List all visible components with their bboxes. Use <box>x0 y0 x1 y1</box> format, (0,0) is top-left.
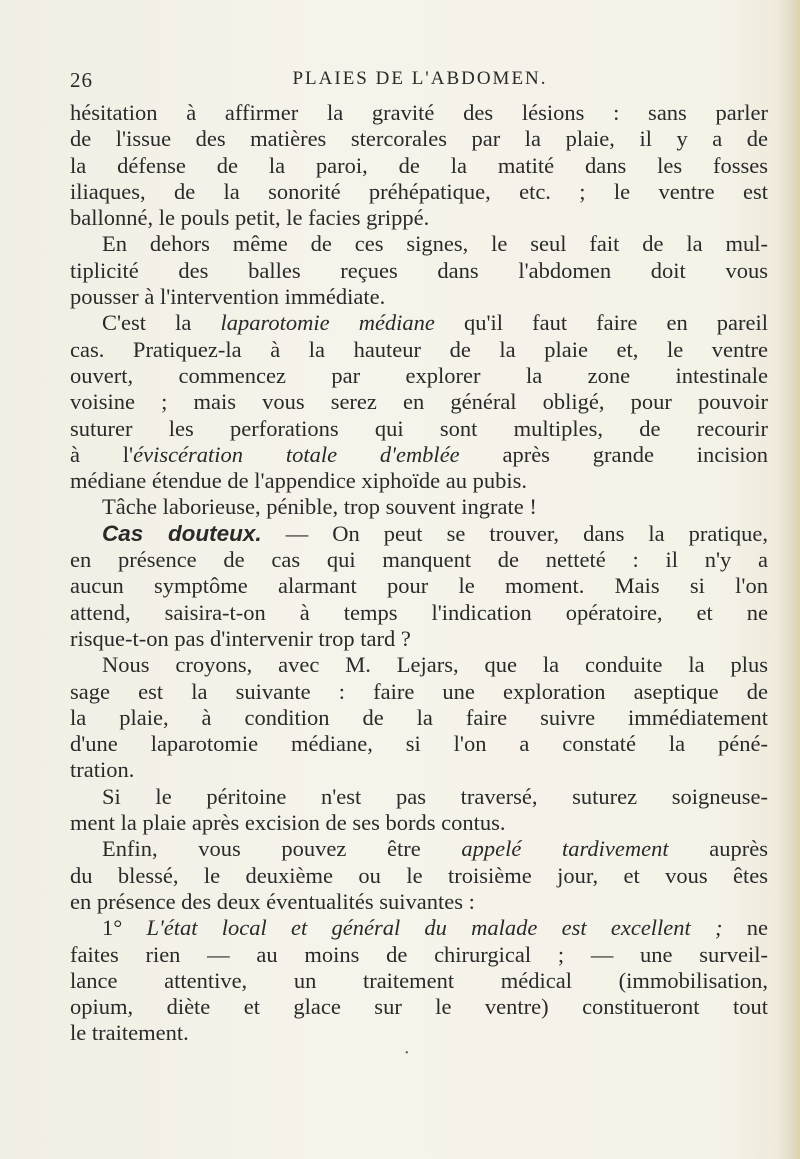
text-line: cas. Pratiquez-la à la hauteur de la plaie et, le ventre <box>70 336 768 362</box>
text-line: opium, diète et glace sur le ventre) constitueront tout <box>70 994 768 1020</box>
text-line: attend, saisira-t-on à temps l'indication opératoire, et ne <box>70 599 768 625</box>
text-line: aucun symptôme alarmant pour le moment. Mais si l'on <box>70 573 768 599</box>
text-line: sage est la suivante : faire une exploration aseptique de <box>70 678 768 704</box>
text-line: Nous croyons, avec M. Lejars, que la conduite la plus <box>102 652 768 678</box>
text-line: suturer les perforations qui sont multiples, de recourir <box>70 415 768 441</box>
print-speck: • <box>405 1048 409 1059</box>
text-line: risque-t-on pas d'intervenir trop tard ? <box>70 625 411 651</box>
text-line: médiane étendue de l'appendice xiphoïde au pubis. <box>70 468 528 494</box>
text-line: du blessé, le deuxième ou le troisième jour, et vous êtes <box>70 862 768 888</box>
page-number: 26 <box>70 68 93 92</box>
page-edge-shadow <box>778 0 800 1159</box>
text-line: voisine ; mais vous serez en général obligé, pour pouvoir <box>70 389 768 415</box>
text-line: iliaques, de la sonorité préhépatique, etc. ; le ventre est <box>70 178 768 204</box>
text-line: la défense de la paroi, de la matité dans les fosses <box>70 152 768 178</box>
text-line: lance attentive, un traitement médical (immobilisation, <box>70 967 768 993</box>
text-line: ment la plaie après excision de ses bords contus. <box>70 810 506 836</box>
emphasis: éviscération totale d'emblée <box>133 441 460 467</box>
text-line: 1° L'état local et général du malade est excellent ; ne <box>102 915 768 941</box>
text-line: à l'éviscération totale d'emblée après grande incision <box>70 441 768 467</box>
emphasis: appelé tardivement <box>461 836 669 862</box>
text-line: tration. <box>70 757 135 783</box>
text-line: le traitement. <box>70 1020 189 1046</box>
text-line: ouvert, commencez par explorer la zone intestinale <box>70 362 768 388</box>
text-line: hésitation à affirmer la gravité des lésions : sans parler <box>70 100 768 125</box>
text-line: Enfin, vous pouvez être appelé tardivement auprès <box>102 836 768 862</box>
text-line: Tâche laborieuse, pénible, trop souvent ingrate ! <box>102 494 537 520</box>
text-line: en présence des deux éventualités suivantes : <box>70 888 475 914</box>
text-line: en présence de cas qui manquent de netteté : il n'y a <box>70 547 768 573</box>
text-line: la plaie, à condition de la faire suivre immédiatement <box>70 704 768 730</box>
page-header <box>70 68 770 98</box>
text-line: faites rien — au moins de chirurgical ; — une surveil- <box>70 941 768 967</box>
emphasis: laparotomie médiane <box>220 310 435 336</box>
text-line: pousser à l'intervention immédiate. <box>70 284 386 310</box>
section-heading: Cas douteux. <box>102 520 262 546</box>
text-line: de l'issue des matières stercorales par la plaie, il y a de <box>70 126 768 152</box>
text-line: ballonné, le pouls petit, le facies grippé. <box>70 205 430 231</box>
text-line: Cas douteux. — On peut se trouver, dans la pratique, <box>102 520 768 546</box>
text-line: Si le péritoine n'est pas traversé, suturez soigneuse- <box>102 783 768 809</box>
text-line: tiplicité des balles reçues dans l'abdomen doit vous <box>70 257 768 283</box>
text-line: C'est la laparotomie médiane qu'il faut faire en pareil <box>102 310 769 336</box>
running-title: PLAIES DE L'ABDOMEN. <box>292 68 548 89</box>
emphasis: L'état local et général du malade est excellent ; <box>146 915 723 941</box>
text-line: d'une laparotomie médiane, si l'on a constaté la péné- <box>70 731 768 757</box>
text-line: En dehors même de ces signes, le seul fait de la mul- <box>102 231 768 257</box>
body-text <box>70 100 768 1047</box>
